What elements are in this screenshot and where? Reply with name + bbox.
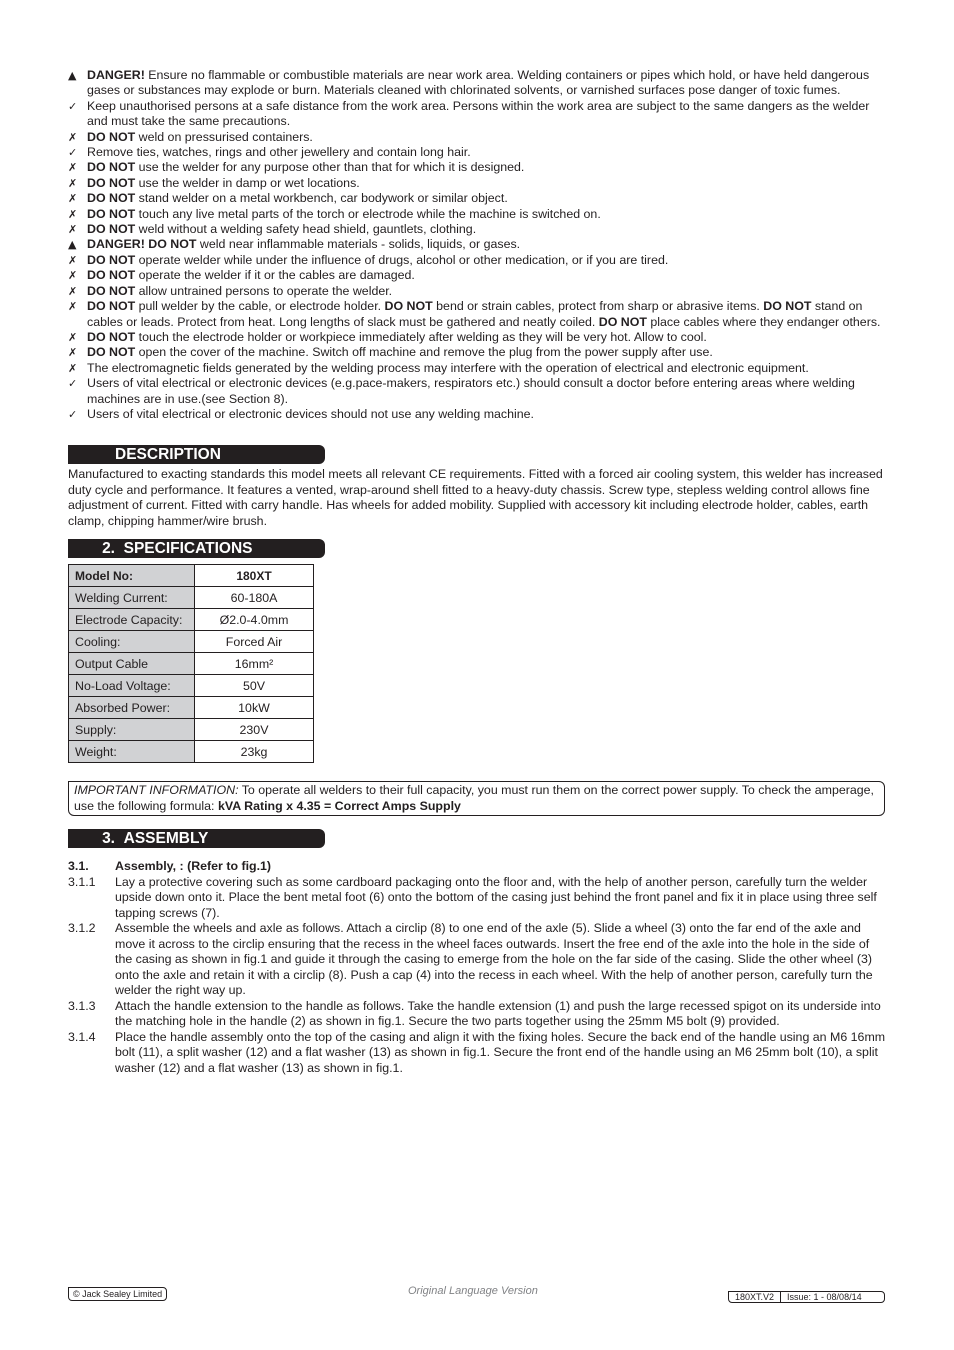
safety-emphasis: DO NOT [87, 299, 136, 314]
safety-item [68, 299, 888, 330]
safety-emphasis: DO NOT [87, 283, 136, 298]
safety-text-run: touch any live metal parts of the torch or electrode while the machine is switched on. [135, 206, 601, 221]
safety-emphasis: DO NOT [87, 268, 136, 283]
spec-row [69, 741, 314, 763]
cross-icon: ✗ [68, 176, 78, 190]
safety-item [68, 145, 888, 160]
safety-emphasis: DO NOT [87, 252, 136, 267]
safety-emphasis: DANGER! DO NOT [87, 237, 197, 252]
safety-item [68, 284, 888, 299]
safety-item [68, 268, 888, 283]
safety-item [68, 361, 888, 376]
spec-row [69, 719, 314, 741]
spec-value: 60-180A [195, 587, 314, 609]
safety-item-text [87, 299, 888, 330]
assembly-step [68, 875, 888, 922]
safety-item-text [87, 407, 888, 422]
description-heading-bar [68, 445, 325, 464]
assembly-step-number: 3.1.3 [68, 998, 96, 1013]
safety-text-run: use the welder in damp or wet locations. [135, 175, 360, 190]
spec-label: No-Load Voltage: [69, 675, 195, 697]
safety-text-run: touch the electrode holder or workpiece immediately after welding as they will be very hot. Allow to cool. [135, 329, 707, 344]
safety-item-text [87, 284, 888, 299]
safety-text-run: Ensure no flammable or combustible materials are near work area. Welding containers or pipes which hold, or have held dangerous gases or substances may explode or burn. Materials cleaned with chlorinated solvents, or varnished surfaces pose danger of toxic fumes. [87, 68, 870, 98]
safety-item [68, 345, 888, 360]
spec-row [69, 609, 314, 631]
safety-item [68, 222, 888, 237]
cross-icon: ✗ [68, 300, 78, 314]
spec-row [69, 697, 314, 719]
important-formula: kVA Rating x 4.35 = Correct Amps Supply [217, 798, 461, 813]
spec-header-value: 180XT [195, 565, 314, 587]
assembly-step-number: 3.1.2 [68, 921, 96, 935]
spec-label: Welding Current: [69, 587, 195, 609]
safety-item [68, 376, 888, 407]
specifications-heading: SPECIFICATIONS [123, 540, 253, 557]
check-icon: ✓ [68, 407, 78, 421]
assembly-heading: ASSEMBLY [123, 830, 209, 847]
spec-row [69, 675, 314, 697]
safety-item-text [87, 268, 888, 283]
safety-text-run: Users of vital electrical or electronic devices should not use any welding machine. [87, 406, 534, 421]
safety-text-run: weld near inflammable materials - solids, liquids, or gases. [196, 237, 521, 252]
safety-text-run: Remove ties, watches, rings and other jewellery and contain long hair. [87, 145, 471, 160]
safety-item [68, 68, 888, 99]
model-version: 180XT.V2 [735, 1292, 775, 1302]
assembly-step-text: Place the handle assembly onto the top of the casing and align it with the fixing holes. Secure the back end of the handle using an M6 16mm bolt (11), a split washer (12) and a flat washer (13) as shown in fig.1. Secure the front end of the handle using an M6 25mm bolt (10), a split washer (12) and a flat washer (13) as shown in fig.1. [115, 1029, 886, 1075]
spec-header-label: Model No: [69, 565, 195, 587]
spec-row [69, 631, 314, 653]
cross-icon: ✗ [68, 207, 78, 221]
language-version-label: Original Language Version [408, 1285, 538, 1297]
assembly-sub-title: Assembly, : (Refer to fig.1) [115, 859, 272, 873]
safety-text-run: open the cover of the machine. Switch off machine and remove the plug from the power supply after use. [135, 345, 713, 360]
assembly-step-number: 3.1.1 [68, 874, 96, 889]
spec-label: Electrode Capacity: [69, 609, 195, 631]
cross-icon: ✗ [68, 361, 78, 375]
cross-icon: ✗ [68, 284, 78, 298]
safety-item-text [87, 345, 888, 360]
safety-text-run: use the welder for any purpose other than that for which it is designed. [135, 160, 525, 175]
safety-emphasis: DO NOT [87, 206, 136, 221]
safety-emphasis: DO NOT [763, 299, 812, 314]
safety-item [68, 160, 888, 175]
safety-item-text [87, 207, 888, 222]
safety-text-run: stand welder on a metal workbench, car bodywork or similar object. [135, 191, 508, 206]
safety-item-text [87, 222, 888, 237]
safety-text-run: operate the welder if it or the cables are damaged. [135, 268, 415, 283]
safety-text-run: weld without a welding safety head shield, gauntlets, clothing. [135, 222, 477, 237]
safety-item [68, 207, 888, 222]
cross-icon: ✗ [68, 346, 78, 360]
assembly-step-number: 3.1.4 [68, 1029, 96, 1044]
description-heading: DESCRIPTION [115, 446, 221, 463]
safety-item [68, 130, 888, 145]
safety-item [68, 191, 888, 206]
cross-icon: ✗ [68, 223, 78, 237]
spec-label: Output Cable [69, 653, 195, 675]
spec-label: Cooling: [69, 631, 195, 653]
safety-instructions-list [68, 68, 888, 422]
assembly-number: 3. [102, 830, 115, 847]
important-information-box [68, 781, 885, 816]
assembly-step-text: Assemble the wheels and axle as follows. Attach a circlip (8) to one end of the axle (5). Slide a wheel (3) onto the far end of the axle and move it across to the circlip ensuring that the recess in the wheel faces outwards. Insert the free end of the axle into the hole in the side of the casing as shown in fig.1 and guide it through the casing to emerge from the hole on the far side of the casing. Slide the other wheel (3) onto the axle and retain it with a circlip (8). Push a cap (4) into the recess in each wheel. With the help of another person, carefully turn the welder the right way up. [115, 921, 873, 997]
safety-text-run: allow untrained persons to operate the welder. [135, 283, 393, 298]
safety-item-text [87, 68, 888, 99]
safety-text-run: weld on pressurised containers. [135, 129, 313, 144]
check-icon: ✓ [68, 99, 78, 113]
spec-value: Forced Air [195, 631, 314, 653]
check-icon: ✓ [68, 146, 78, 160]
safety-item-text [87, 237, 888, 252]
spec-value: 16mm² [195, 653, 314, 675]
description-text: Manufactured to exacting standards this model meets all relevant CE requirements. Fitted with a forced air cooling system, this welder has increased duty cycle and performance. It features a vented, wrap-around shell fitted to a heavy-duty chassis. Screw type, stepless welding control allows fine adjustment of current. Fitted with carry handle. Has wheels for added mobility. Supplied with accessory kit including electrode holder, cables, earth clamp, chipping hammer/wire brush. [68, 467, 883, 528]
safety-text-run: stand on cables or leads. Protect from heat. Long lengths of slack must be gathered and neatly coiled. [87, 299, 863, 329]
safety-emphasis: DO NOT [87, 222, 136, 237]
spec-value: 10kW [195, 697, 314, 719]
safety-item-text [87, 145, 888, 160]
safety-emphasis: DO NOT [87, 329, 136, 344]
spec-label: Weight: [69, 741, 195, 763]
safety-item [68, 407, 888, 422]
safety-text-run: The electromagnetic fields generated by the welding process may interfere with the operation of electrical and electronic equipment. [87, 360, 809, 375]
safety-item-text [87, 176, 888, 191]
cross-icon: ✗ [68, 253, 78, 267]
specifications-table [68, 564, 314, 763]
assembly-step-text: Lay a protective covering such as some cardboard packaging onto the floor and, with the help of another person, carefully turn the welder upside down onto it. Place the bent metal foot (6) onto the bottom of the casing just behind the front panel and fix it in place using three self tapping screws (7). [115, 874, 877, 920]
spec-value: 23kg [195, 741, 314, 763]
warning-triangle-icon: ▲ [68, 69, 77, 82]
spec-value: Ø2.0-4.0mm [195, 609, 314, 631]
assembly-step [68, 921, 888, 999]
safety-emphasis: DO NOT [87, 129, 136, 144]
safety-text-run: Users of vital electrical or electronic devices (e.g.pace-makers, respirators etc.) should consult a doctor before entering areas where welding machines are in use.(see Section 8). [87, 376, 855, 406]
important-label: IMPORTANT INFORMATION: [74, 783, 239, 797]
safety-item [68, 176, 888, 191]
document-version-box [728, 1291, 885, 1303]
safety-item [68, 99, 888, 130]
safety-item [68, 237, 888, 252]
assembly-sub-number: 3.1. [68, 859, 89, 873]
safety-text-run: pull welder by the cable, or electrode holder. [135, 299, 385, 314]
copyright-label: © Jack Sealey Limited [68, 1287, 167, 1301]
cross-icon: ✗ [68, 130, 78, 144]
safety-item-text [87, 376, 888, 407]
safety-item [68, 253, 888, 268]
spec-value: 50V [195, 675, 314, 697]
specifications-number: 2. [102, 540, 115, 557]
assembly-heading-bar [68, 829, 325, 848]
safety-item-text [87, 191, 888, 206]
spec-label: Supply: [69, 719, 195, 741]
spec-label: Absorbed Power: [69, 697, 195, 719]
safety-emphasis: DO NOT [384, 299, 433, 314]
safety-item-text [87, 160, 888, 175]
safety-item-text [87, 253, 888, 268]
assembly-steps [68, 875, 888, 1077]
spec-header-row [69, 565, 314, 587]
issue-date: Issue: 1 - 08/08/14 [780, 1292, 868, 1302]
safety-emphasis: DO NOT [598, 314, 647, 329]
assembly-step [68, 999, 888, 1030]
important-text: To operate all welders to their full capacity, you must run them on the correct power supply. To check the amperage, use the following formula: [74, 783, 874, 813]
safety-item-text [87, 330, 888, 345]
assembly-subheading [68, 859, 888, 875]
spec-value: 230V [195, 719, 314, 741]
cross-icon: ✗ [68, 161, 78, 175]
safety-item-text [87, 361, 888, 376]
warning-triangle-icon: ▲ [68, 238, 77, 252]
safety-text-run: place cables where they endanger others. [646, 314, 881, 329]
safety-emphasis: DO NOT [87, 345, 136, 360]
safety-emphasis: DO NOT [87, 175, 136, 190]
safety-text-run: operate welder while under the influence of drugs, alcohol or other medication, or if you are tired. [135, 252, 669, 267]
assembly-step [68, 1030, 888, 1077]
cross-icon: ✗ [68, 330, 78, 344]
safety-emphasis: DO NOT [87, 160, 136, 175]
safety-item-text [87, 99, 888, 130]
assembly-section [68, 859, 888, 1076]
spec-row [69, 653, 314, 675]
safety-emphasis: DANGER! [87, 68, 145, 82]
safety-text-run: bend or strain cables, protect from sharp or abrasive items. [432, 299, 764, 314]
spec-row [69, 587, 314, 609]
specifications-heading-bar [68, 539, 325, 558]
cross-icon: ✗ [68, 269, 78, 283]
assembly-step-text: Attach the handle extension to the handle as follows. Take the handle extension (1) and push the large recessed spigot on its underside into the matching hole in the handle (2) as shown in fig.1. Secure the two parts together using the 25mm M5 bolt (9) provided. [115, 998, 881, 1028]
safety-text-run: Keep unauthorised persons at a safe distance from the work area. Persons within the work area are subject to the same dangers as the welder and must take the same precautions. [87, 98, 870, 129]
safety-item [68, 330, 888, 345]
cross-icon: ✗ [68, 192, 78, 206]
safety-emphasis: DO NOT [87, 191, 136, 206]
safety-item-text [87, 130, 888, 145]
check-icon: ✓ [68, 377, 78, 391]
